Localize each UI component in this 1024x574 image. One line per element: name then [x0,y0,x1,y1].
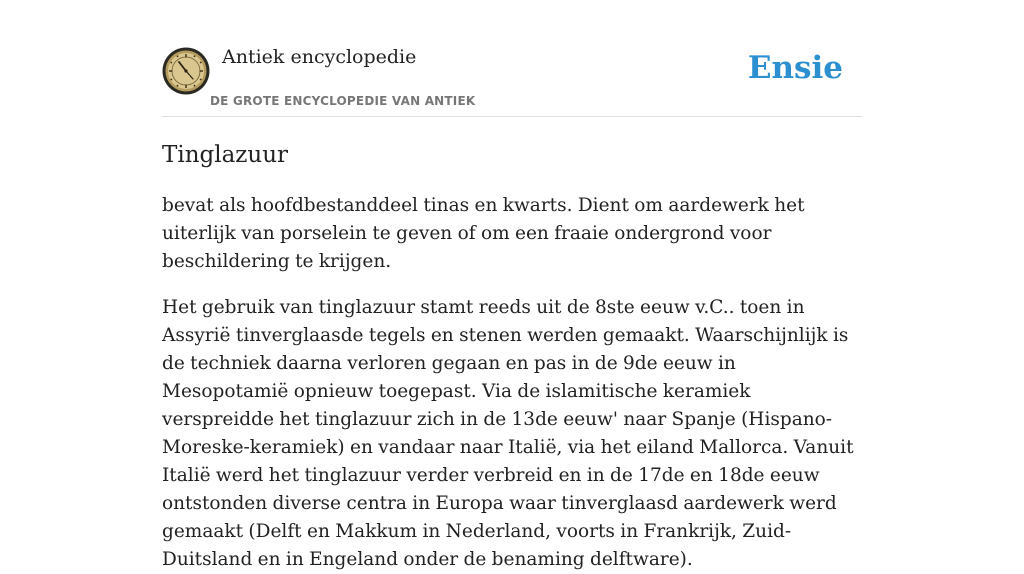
ensie-brand-link[interactable]: Ensie [747,50,843,86]
antique-clock-icon[interactable] [162,47,210,95]
article [162,138,862,574]
article-title: Tinglazuur [162,142,289,168]
article-paragraph: Het gebruik van tinglazuur stamt reeds uit de 8ste eeuw v.C.. toen in Assyrië tinverglaasde tegels en stenen werden gemaakt. Waarschijnlijk is de techniek daarna verloren gegaan en pas in de 9de eeuw in Mesopotamië opnieuw toegepast. Via de islamitische keramiek verspreidde het tinglazuur zich in de 13de eeuw' naar Spanje (Hispano-Moreske-keramiek) en vandaar naar Italië, via het eiland Mallorca. Vanuit Italië werd het tinglazuur verder verbreid en in de 17de en 18de eeuw ontstonden diverse centra in Europa waar tinverglaasd aardewerk werd gemaakt (Delft en Makkum in Nederland, voorts in Frankrijk, Zuid-Duitsland en in Engeland onder de benaming delftware). [162,297,854,570]
site-title[interactable]: Antiek encyclopedie [222,46,417,68]
site-header [162,44,862,117]
site-subtitle: DE GROTE ENCYCLOPEDIE VAN ANTIEK [210,94,476,108]
article-paragraph: bevat als hoofdbestanddeel tinas en kwarts. Dient om aardewerk het uiterlijk van porselein te geven of om een fraaie ondergrond voor beschildering te krijgen. [162,195,805,272]
